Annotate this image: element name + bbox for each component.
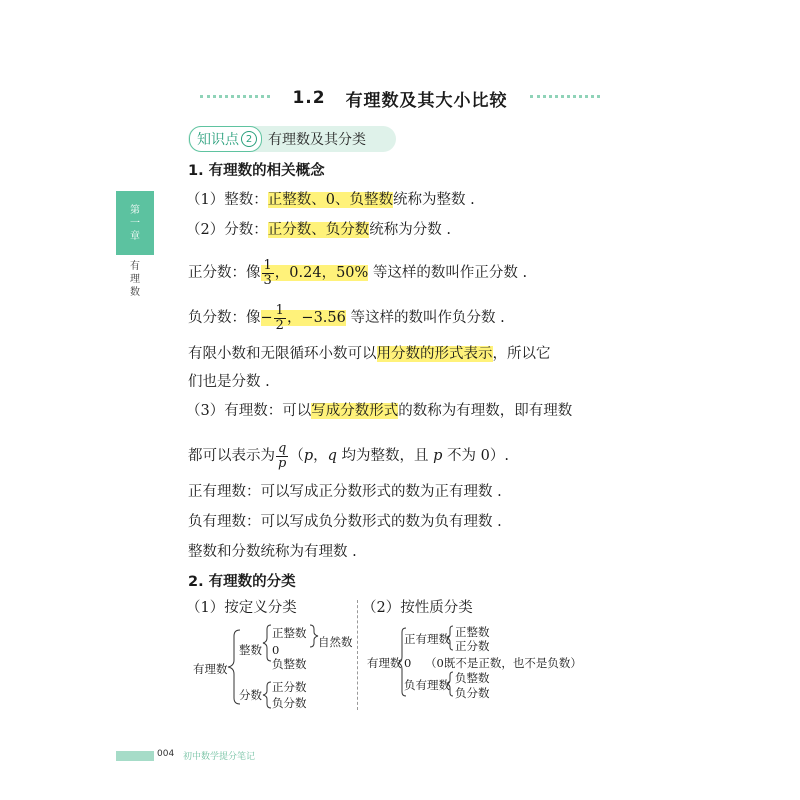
text: （ [289,448,304,464]
text: ，0.24，50% [274,265,369,281]
integer-definition [186,189,475,211]
text: 等这样的数叫作负分数 . [350,310,505,326]
rational-form-line [188,438,509,474]
node-integer: 整数 [239,643,262,657]
node-negative-fraction: 负分数 [455,686,490,700]
zero-note: （0既不是正数，也不是负数） [425,656,582,670]
denominator: 3 [263,272,272,288]
highlight: 正整数、0、负整数 [267,192,393,208]
text: 正分数：像 [188,265,261,281]
footer-bar [116,751,154,761]
section2-heading: 2. 有理数的分类 [188,574,296,590]
numerator: q [278,440,287,456]
variable-p: p [303,448,314,464]
text: （3）有理数：可以 [186,403,312,419]
title-dots-left [200,95,270,101]
fraction [262,259,274,288]
decimal-line-1 [188,343,551,365]
title-dots-right [530,95,600,101]
chapter-name-char: 数 [130,287,140,298]
positive-fraction-line [188,258,527,288]
node-positive-integer: 正整数 [455,625,490,639]
brace-fraction [263,682,271,708]
knowledge-point-label: 知识点 [197,132,239,148]
node-positive-fraction: 正分数 [272,680,307,694]
node-negative-rational: 负有理数 [404,678,450,692]
node-negative-fraction: 负分数 [272,696,307,710]
chapter-name-char: 理 [130,274,140,285]
text: 不为 0）. [442,448,509,464]
text: ，−3.56 [286,310,346,326]
knowledge-point-title: 有理数及其分类 [268,132,366,148]
text: 的数称为有理数，即有理数 [398,403,573,419]
by-definition-title: （1）按定义分类 [186,600,297,616]
rational-definition [186,400,572,422]
chapter-tab-char: 第 [130,204,140,216]
knowledge-point-badge [188,126,396,152]
text: 有限小数和无限循环小数可以 [188,346,377,362]
positive-rational-line: 正有理数：可以写成正分数形式的数为正有理数 . [188,484,502,500]
variable-p: p [433,448,443,464]
by-sign-title: （2）按性质分类 [362,600,473,616]
page-number: 004 [157,749,175,759]
fraction [276,442,288,471]
rational-sum-line: 整数和分数统称为有理数 . [188,544,357,560]
chapter-name [116,260,154,299]
node-negative-integer: 负整数 [272,657,307,671]
fraction [274,304,286,333]
chapter-name-char: 有 [130,261,140,272]
knowledge-point-tag [189,126,262,152]
node-fraction: 分数 [239,688,262,702]
section-number: 1.2 [292,88,326,108]
chapter-tab [116,191,154,255]
node-rational: 有理数 [193,662,228,676]
node-rational: 有理数 [367,656,402,670]
decimal-line-2: 们也是分数 . [188,374,270,390]
node-positive-fraction: 正分数 [455,639,490,653]
denominator: 2 [275,317,284,333]
node-negative-integer: 负整数 [455,671,490,685]
section-title: 有理数及其大小比较 [345,90,508,111]
text: ，所以它 [492,346,551,362]
negative-rational-line: 负有理数：可以写成负分数形式的数为负有理数 . [188,514,502,530]
text: ， [313,448,328,464]
book-title: 初中数学提分笔记 [183,752,256,762]
highlight [261,257,369,288]
highlight: 写成分数形式 [311,403,399,419]
variable-q: q [327,448,337,464]
chapter-tab-char: 章 [130,230,140,242]
brace-natural [310,625,318,647]
highlight [260,302,346,333]
highlight: 正分数、负分数 [267,222,370,238]
text: 都可以表示为 [188,448,275,464]
page-title [0,86,800,110]
node-zero: 0 [272,643,280,657]
numerator: 1 [263,257,272,273]
text: 统称为整数 . [392,192,475,208]
negative-fraction-line [188,303,505,333]
fraction-definition [186,219,451,241]
text: 负分数：像 [188,310,261,326]
node-natural-number: 自然数 [318,635,353,649]
highlight: 用分数的形式表示 [376,346,493,362]
denominator: p [278,455,287,471]
chapter-tab-char: 一 [130,217,140,229]
knowledge-point-index: 2 [241,131,257,147]
text: 等这样的数叫作正分数 . [372,265,528,281]
text: （2）分数： [186,222,268,238]
section1-heading: 1. 有理数的相关概念 [188,163,325,179]
text: 均为整数，且 [336,448,434,464]
brace-integer [263,625,271,661]
text: 统称为分数 . [369,222,451,238]
node-positive-integer: 正整数 [272,626,307,640]
numerator: 1 [275,302,284,318]
minus-sign: − [260,310,273,326]
node-zero: 0 [404,656,412,670]
node-positive-rational: 正有理数 [404,632,450,646]
text: （1）整数： [186,192,268,208]
